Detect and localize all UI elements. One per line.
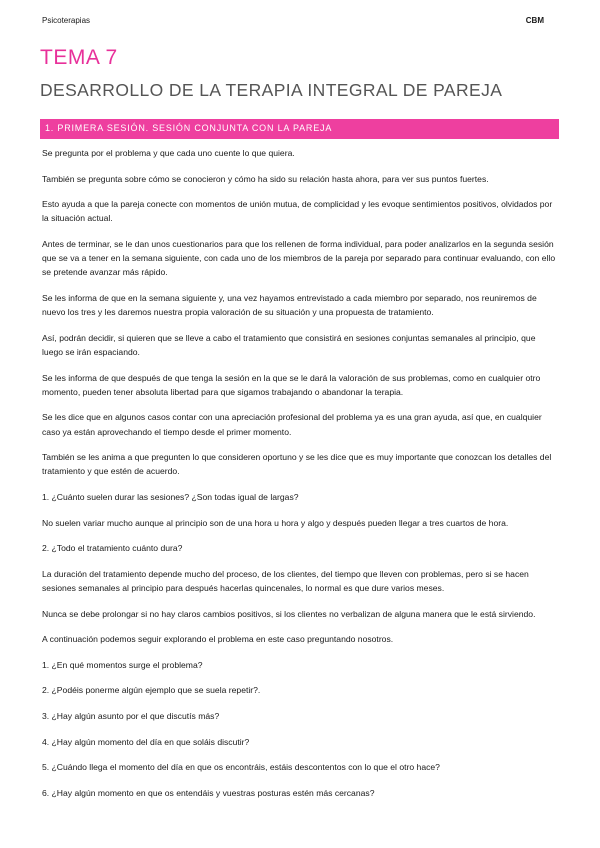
page-subtitle: DESARROLLO DE LA TERAPIA INTEGRAL DE PAREJA [40,80,503,100]
question: 1. ¿En qué momentos surge el problema? [42,659,203,670]
question: 2. ¿Podéis ponerme algún ejemplo que se suela repetir?. [42,685,261,696]
section-heading-bar [40,119,559,139]
answer: No suelen variar mucho aunque al principio son de una hora u hora y algo y después pueden llegar a tres cuartos de hora. [42,517,509,528]
paragraph: Así, podrán decidir, si quieren que se lleve a cabo el tratamiento que consistirá en sesiones conjuntas semanales al principio, que luego se irán espaciando. [42,332,536,357]
paragraph: Antes de terminar, se le dan unos cuestionarios para que los rellenen de forma individual, para poder analizarlos en la segunda sesión que se va a tener en la semana siguiente, con cada uno de los miembros de la pareja por separado para continuar evaluando, con ello se pretende avanzar más rápido. [42,238,556,278]
paragraph: Se les dice que en algunos casos contar con una apreciación profesional del problema ya es una gran ayuda, así que, en cualquier caso ya están aprovechando el tiempo desde el primer momento. [42,412,542,437]
paragraph: También se les anima a que pregunten lo que consideren oportuno y se les dice que es muy importante que conozcan los detalles del tratamiento y que estén de acuerdo. [42,452,552,477]
paragraph: Se les informa de que después de que tenga la sesión en la que se le dará la valoración de sus problemas, como en cualquier otro momento, pueden tener absoluta libertad para que sigamos trabajando o abandonar la terapia. [42,372,541,397]
paragraph: A continuación podemos seguir explorando el problema en este caso preguntando nosotros. [42,634,394,645]
header-subject: Psicoterapias [42,16,91,25]
question: 5. ¿Cuándo llega el momento del día en que os encontráis, estáis descontentos con lo que el otro hace? [42,762,440,773]
paragraph: Nunca se debe prolongar si no hay claros cambios positivos, si los clientes no verbalizan de alguna manera que le está sirviendo. [42,608,536,619]
answer: La duración del tratamiento depende mucho del proceso, de los clientes, del tiempo que lleven con problemas, pero si se hacen sesiones semanales al principio para después hacerlas quincenales, lo normal es que dure varios meses. [42,568,529,593]
paragraph: También se pregunta sobre cómo se conocieron y cómo ha sido su relación hasta ahora, para ver sus puntos fuertes. [42,173,489,184]
question: 1. ¿Cuánto suelen durar las sesiones? ¿Son todas igual de largas? [42,491,299,502]
document-body [42,146,557,811]
question: 4. ¿Hay algún momento del día en que soláis discutir? [42,736,250,747]
page-header [42,16,544,30]
paragraph: Se pregunta por el problema y que cada uno cuente lo que quiera. [42,148,295,158]
paragraph: Esto ayuda a que la pareja conecte con momentos de unión mutua, de complicidad y les evoque sentimientos positivos, olvidados por la situación actual. [42,199,553,224]
header-initials: CBM [525,16,544,25]
paragraph: Se les informa de que en la semana siguiente y, una vez hayamos entrevistado a cada miembro por separado, nos reuniremos de nuevo los tres y les daremos nuestra propia valoración de su situación y una propuesta de tratamiento. [42,292,537,318]
page-title: TEMA 7 [40,46,118,69]
question: 6. ¿Hay algún momento en que os entendáis y vuestras posturas estén más cercanas? [42,787,375,798]
question: 2. ¿Todo el tratamiento cuánto dura? [42,543,183,554]
question: 3. ¿Hay algún asunto por el que discutís más? [42,710,220,721]
section-heading: 1. PRIMERA SESIÓN. SESIÓN CONJUNTA CON LA PAREJA [45,123,333,133]
